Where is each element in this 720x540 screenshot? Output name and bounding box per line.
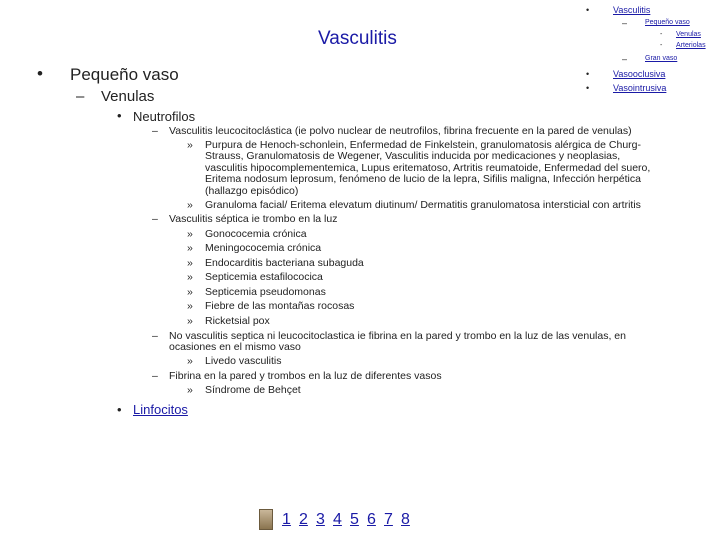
nav-link-vasointrusiva[interactable]: Vasointrusiva bbox=[613, 83, 667, 93]
pager-page-8[interactable]: 8 bbox=[401, 511, 410, 528]
septica-item: Gonococemia crónica bbox=[205, 228, 307, 240]
leucocitoclastica-heading: Vasculitis leucocitoclástica (ie polvo nuclear de neutrofilos, fibrina frecuente en la pared de venulas) bbox=[169, 125, 632, 137]
dash-icon: – bbox=[152, 370, 158, 382]
pager-page-3[interactable]: 3 bbox=[316, 511, 325, 528]
raquo-icon: » bbox=[187, 384, 193, 396]
page-title: Vasculitis bbox=[318, 28, 397, 49]
raquo-icon: » bbox=[187, 242, 193, 254]
septica-item: Septicemia pseudomonas bbox=[205, 286, 326, 298]
nav-link-vasculitis[interactable]: Vasculitis bbox=[613, 5, 651, 15]
raquo-icon: » bbox=[187, 286, 193, 298]
raquo-icon: » bbox=[187, 257, 193, 269]
pager-page-6[interactable]: 6 bbox=[367, 511, 376, 528]
dash-icon: – bbox=[152, 125, 158, 137]
pager-thumbnail-icon bbox=[259, 509, 273, 530]
raquo-icon: » bbox=[187, 228, 193, 240]
pager-page-2[interactable]: 2 bbox=[299, 511, 308, 528]
septica-item: Fiebre de las montañas rocosas bbox=[205, 300, 355, 312]
raquo-icon: » bbox=[187, 271, 193, 283]
raquo-icon: » bbox=[187, 315, 193, 327]
leucocitoclastica-granuloma: Granuloma facial/ Eritema elevatum diutinum/ Dermatitis granulomatosa intersticial con artritis bbox=[205, 199, 641, 211]
outline-level2: Venulas bbox=[101, 88, 155, 105]
nav-link-vasooclusiva[interactable]: Vasooclusiva bbox=[613, 69, 666, 79]
nav-link-arteriolas[interactable]: Arteriolas bbox=[676, 42, 706, 49]
septica-item: Ricketsial pox bbox=[205, 315, 270, 327]
bullet-icon: • bbox=[37, 64, 43, 83]
fibrina-item: Síndrome de Behçet bbox=[205, 384, 301, 396]
pager-page-4[interactable]: 4 bbox=[333, 511, 342, 528]
raquo-icon: » bbox=[187, 300, 193, 312]
pager-page-1[interactable]: 1 bbox=[282, 511, 291, 528]
outline-level1: Pequeño vaso bbox=[70, 65, 179, 84]
nav-bullet-icon: • bbox=[586, 83, 590, 93]
septica-item: Meningococemia crónica bbox=[205, 242, 322, 254]
dash-icon: – bbox=[152, 213, 158, 225]
nav-dash-icon: - bbox=[660, 42, 663, 49]
raquo-icon: » bbox=[187, 355, 193, 367]
bullet-icon: • bbox=[117, 402, 122, 417]
nav-bullet-icon: • bbox=[586, 5, 590, 15]
bullet-icon: • bbox=[117, 108, 122, 123]
septica-item: Septicemia estafilococica bbox=[205, 271, 323, 283]
raquo-icon: » bbox=[187, 139, 193, 151]
pager-page-5[interactable]: 5 bbox=[350, 511, 359, 528]
raquo-icon: » bbox=[187, 199, 193, 211]
nav-dash-icon: - bbox=[660, 31, 663, 38]
pager-page-7[interactable]: 7 bbox=[384, 511, 393, 528]
septica-item: Endocarditis bacteriana subaguda bbox=[205, 257, 364, 269]
leucocitoclastica-diseases: Purpura de Henoch-schonlein, Enfermedad de Finkelstein, granulomatosis alérgica de Churg- Strauss, Granulomatosis de Wegener, Vasculitis inducida por medicaciones y neoplasias, vasculitis hipocomplementemica, Lupus eritematoso, Artritis reumatoide, Enfermedad del suero, Eritema nodosum leprosum, fenómeno de lucio de la lepra, Sifilis maligna, Infección herpética (hallazgo episódico) bbox=[205, 139, 651, 197]
dash-icon: – bbox=[76, 88, 85, 105]
no-septica-heading: No vasculitis septica ni leucocitoclastica ie fibrina en la pared y trombo en la luz de las venulas, en ocasiones en el mismo vaso bbox=[169, 330, 626, 354]
fibrina-heading: Fibrina en la pared y trombos en la luz de diferentes vasos bbox=[169, 370, 442, 382]
nav-bullet-icon: • bbox=[586, 69, 590, 79]
dash-icon: – bbox=[152, 330, 158, 342]
nav-dash-icon: – bbox=[622, 18, 628, 28]
nav-link-venulas[interactable]: Venulas bbox=[676, 31, 701, 38]
no-septica-item: Livedo vasculitis bbox=[205, 355, 282, 367]
septica-heading: Vasculitis séptica ie trombo en la luz bbox=[169, 213, 338, 225]
linfocitos-link[interactable]: Linfocitos bbox=[133, 402, 188, 417]
nav-dash-icon: – bbox=[622, 54, 628, 64]
nav-link-pequeno-vaso[interactable]: Pequeño vaso bbox=[645, 19, 690, 26]
nav-link-gran-vaso[interactable]: Gran vaso bbox=[645, 55, 678, 62]
outline-level3: Neutrofilos bbox=[133, 109, 196, 124]
